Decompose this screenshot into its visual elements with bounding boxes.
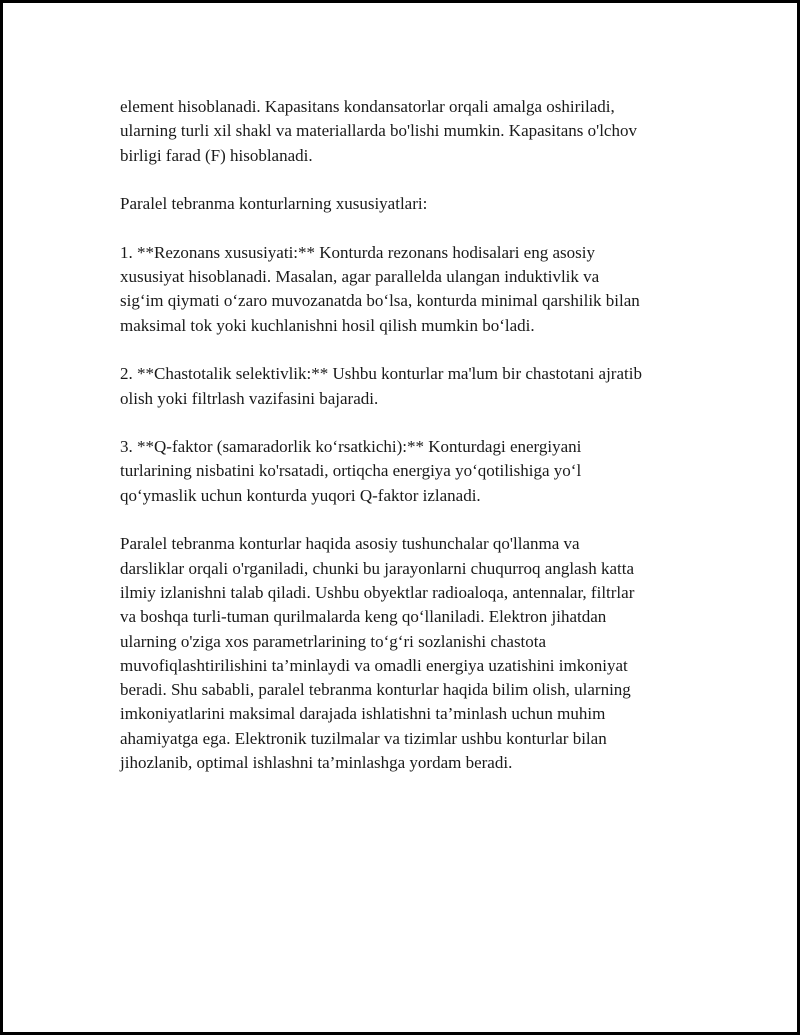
text-line: muvofiqlashtirilishini ta’minlaydi va omadli energiya uzatishini imkoniyat	[120, 655, 628, 675]
text-line: beradi. Shu sababli, paralel tebranma konturlar haqida bilim olish, ularning	[120, 680, 631, 700]
text-line: qo‘ymaslik uchun konturda yuqori Q-faktor izlanadi.	[120, 485, 481, 505]
text-line: 2. **Chastotalik selektivlik:** Ushbu konturlar ma'lum bir chastotani ajratib	[120, 364, 642, 384]
paragraph-capacitance-intro	[120, 95, 720, 168]
document-body	[120, 95, 720, 800]
section-heading-properties	[120, 192, 720, 216]
text-line: element hisoblanadi. Kapasitans kondansatorlar orqali amalga oshiriladi,	[120, 97, 615, 116]
text-line: 3. **Q-faktor (samaradorlik ko‘rsatkichi):** Konturdagi energiyani	[120, 437, 582, 457]
text-line: sig‘im qiymati o‘zaro muvozanatda bo‘lsa, konturda minimal qarshilik bilan	[120, 291, 640, 311]
text-line: turlarining nisbatini ko'rsatadi, ortiqcha energiya yo‘qotilishiga yo‘l	[120, 461, 582, 481]
text-line: ahamiyatga ega. Elektronik tuzilmalar va tizimlar ushbu konturlar bilan	[120, 728, 607, 748]
text-line: olish yoki filtrlash vazifasini bajaradi.	[120, 388, 379, 408]
text-line: va boshqa turli-tuman qurilmalarda keng qo‘llaniladi. Elektron jihatdan	[120, 607, 607, 627]
list-item-selectivity	[120, 362, 720, 411]
text-line: darsliklar orqali o'rganiladi, chunki bu jarayonlarni chuqurroq anglash katta	[120, 558, 635, 578]
text-line: maksimal tok yoki kuchlanishni hosil qilish mumkin bo‘ladi.	[120, 315, 535, 335]
paragraph-conclusion	[120, 532, 720, 775]
text-line: 1. **Rezonans xususiyati:** Konturda rezonans hodisalari eng asosiy	[120, 242, 595, 262]
text-line: Paralel tebranma konturlarning xususiyatlari:	[120, 194, 428, 214]
text-line: ilmiy izlanishni talab qiladi. Ushbu obyektlar radioaloqa, antennalar, filtrlar	[120, 582, 635, 602]
text-line: xususiyat hisoblanadi. Masalan, agar parallelda ulangan induktivlik va	[120, 267, 600, 287]
text-line: ularning turli xil shakl va materiallarda bo'lishi mumkin. Kapasitans o'lchov	[120, 121, 637, 141]
text-line: ularning o'ziga xos parametrlarining to‘g‘ri sozlanishi chastota	[120, 631, 547, 651]
text-line: jihozlanib, optimal ishlashni ta’minlashga yordam beradi.	[120, 753, 513, 773]
text-line: birligi farad (F) hisoblanadi.	[120, 145, 313, 165]
text-line: imkoniyatlarini maksimal darajada ishlatishni ta’minlash uchun muhim	[120, 704, 606, 724]
list-item-q-factor	[120, 435, 720, 508]
list-item-resonance	[120, 241, 720, 338]
text-line: Paralel tebranma konturlar haqida asosiy tushunchalar qo'llanma va	[120, 534, 580, 554]
